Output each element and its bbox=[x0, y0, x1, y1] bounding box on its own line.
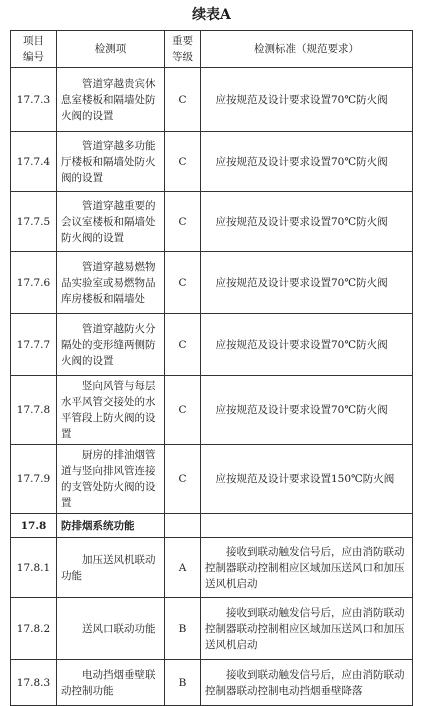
cell-standard: 应按规范及设计要求设置70℃防火阀 bbox=[201, 314, 413, 376]
cell-standard: 接收到联动触发信号后，应由消防联动控制器联动控制相应区域加压送风口和加压送风机启动 bbox=[201, 538, 413, 598]
cell-level: A bbox=[165, 538, 201, 598]
cell-item: 厨房的排油烟管道与竖向排风管连接的支管处防火阀的设置 bbox=[57, 445, 165, 514]
table-row bbox=[11, 538, 413, 598]
header-level: 重要 等级 bbox=[165, 31, 201, 68]
inspection-table bbox=[10, 30, 413, 706]
cell-item: 管道穿越贵宾休息室楼板和隔墙处防火阀的设置 bbox=[57, 68, 165, 132]
table-row bbox=[11, 252, 413, 314]
section-row bbox=[11, 514, 413, 538]
cell-standard: 接收到联动触发信号后，应由消防联动控制器联动控制电动挡烟垂壁降落 bbox=[201, 660, 413, 706]
cell-id: 17.7.6 bbox=[11, 252, 57, 314]
cell-level: C bbox=[165, 252, 201, 314]
cell-item: 送风口联动功能 bbox=[57, 598, 165, 660]
cell-level bbox=[165, 514, 201, 538]
cell-id: 17.7.9 bbox=[11, 445, 57, 514]
header-row bbox=[11, 31, 413, 68]
cell-level: C bbox=[165, 376, 201, 445]
cell-standard: 应按规范及设计要求设置150℃防火阀 bbox=[201, 445, 413, 514]
cell-id: 17.7.8 bbox=[11, 376, 57, 445]
cell-standard: 接收到联动触发信号后，应由消防联动控制器联动控制相应区域加压送风口和加压送风机启动 bbox=[201, 598, 413, 660]
header-id: 项目 编号 bbox=[11, 31, 57, 68]
cell-standard: 应按规范及设计要求设置70℃防火阀 bbox=[201, 252, 413, 314]
header-standard: 检测标准（规范要求） bbox=[201, 31, 413, 68]
cell-id: 17.8.3 bbox=[11, 660, 57, 706]
cell-level: C bbox=[165, 445, 201, 514]
cell-level: C bbox=[165, 132, 201, 192]
cell-id: 17.7.3 bbox=[11, 68, 57, 132]
cell-id: 17.8.1 bbox=[11, 538, 57, 598]
header-item: 检测项 bbox=[57, 31, 165, 68]
cell-standard bbox=[201, 514, 413, 538]
cell-level: C bbox=[165, 68, 201, 132]
cell-item: 竖向风管与每层水平风管交接处的水平管段上防火阀的设置 bbox=[57, 376, 165, 445]
cell-id: 17.8.2 bbox=[11, 598, 57, 660]
table-caption: 续表A bbox=[192, 7, 231, 23]
cell-id: 17.7.7 bbox=[11, 314, 57, 376]
cell-id: 17.8 bbox=[11, 514, 57, 538]
table-row bbox=[11, 376, 413, 445]
cell-standard: 应按规范及设计要求设置70℃防火阀 bbox=[201, 192, 413, 252]
cell-level: B bbox=[165, 660, 201, 706]
table-row bbox=[11, 445, 413, 514]
cell-item: 管道穿越多功能厅楼板和隔墙处防火阀的设置 bbox=[57, 132, 165, 192]
cell-standard: 应按规范及设计要求设置70℃防火阀 bbox=[201, 376, 413, 445]
cell-item: 管道穿越防火分隔处的变形缝两侧防火阀的设置 bbox=[57, 314, 165, 376]
cell-item: 防排烟系统功能 bbox=[57, 514, 165, 538]
cell-item: 管道穿越重要的会议室楼板和隔墙处防火阀的设置 bbox=[57, 192, 165, 252]
cell-item: 电动挡烟垂壁联动控制功能 bbox=[57, 660, 165, 706]
cell-standard: 应按规范及设计要求设置70℃防火阀 bbox=[201, 132, 413, 192]
table-row bbox=[11, 314, 413, 376]
table-body bbox=[11, 68, 413, 706]
table-row bbox=[11, 132, 413, 192]
table-row bbox=[11, 68, 413, 132]
cell-item: 管道穿越易燃物品实验室或易燃物品库房楼板和隔墙处 bbox=[57, 252, 165, 314]
cell-item: 加压送风机联动功能 bbox=[57, 538, 165, 598]
table-row bbox=[11, 598, 413, 660]
table-row bbox=[11, 660, 413, 706]
cell-id: 17.7.5 bbox=[11, 192, 57, 252]
cell-id: 17.7.4 bbox=[11, 132, 57, 192]
table-row bbox=[11, 192, 413, 252]
cell-standard: 应按规范及设计要求设置70℃防火阀 bbox=[201, 68, 413, 132]
cell-level: B bbox=[165, 598, 201, 660]
cell-level: C bbox=[165, 192, 201, 252]
cell-level: C bbox=[165, 314, 201, 376]
